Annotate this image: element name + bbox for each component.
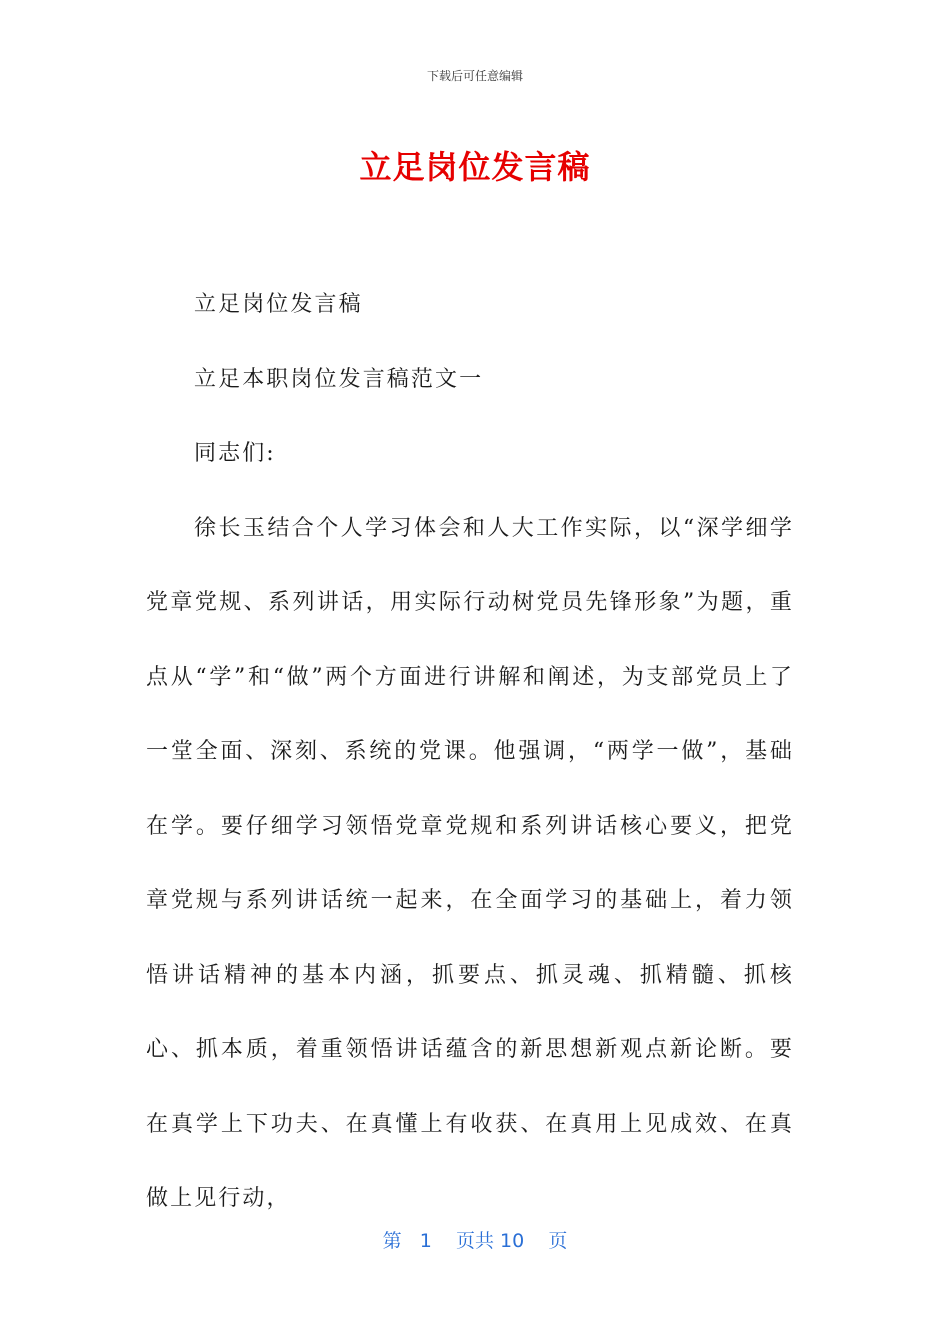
footer-middle: 页共 (455, 1230, 494, 1252)
page-footer (0, 1226, 950, 1253)
footer-suffix: 页 (548, 1230, 568, 1252)
footer-prefix: 第 (382, 1230, 402, 1252)
footer-current-page: 1 (419, 1230, 432, 1252)
document-title: 立足岗位发言稿 (359, 148, 591, 186)
paragraph-subtitle: 立足岗位发言稿 (194, 292, 363, 317)
footer-total-pages: 10 (500, 1230, 525, 1252)
paragraph-heading: 立足本职岗位发言稿范文一 (194, 366, 484, 392)
paragraph-body: 徐长玉结合个人学习体会和人大工作实际，以“深学细学党章党规、系列讲话，用实际行动树党员先锋形象”为题，重点从“学”和“做”两个方面进行讲解和阐述，为支部党员上了一堂全面、深刻、系统的党课。他强调，“两学一做”，基础在学。要仔细学习领悟党章党规和系列讲话核心要义，把党章党规与系列讲话统一起来，在全面学习的基础上，着力领悟讲话精神的基本内涵，抓要点、抓灵魂、抓精髓、抓核心、抓本质，着重领悟讲话蕴含的新思想新观点新论断。要在真学上下功夫、在真懂上有收获、在真用上见成效、在真做上见行动， (146, 515, 794, 1211)
document-body (146, 268, 794, 1237)
header-note: 下载后可任意编辑 (426, 69, 523, 83)
paragraph-salutation: 同志们: (194, 441, 276, 466)
